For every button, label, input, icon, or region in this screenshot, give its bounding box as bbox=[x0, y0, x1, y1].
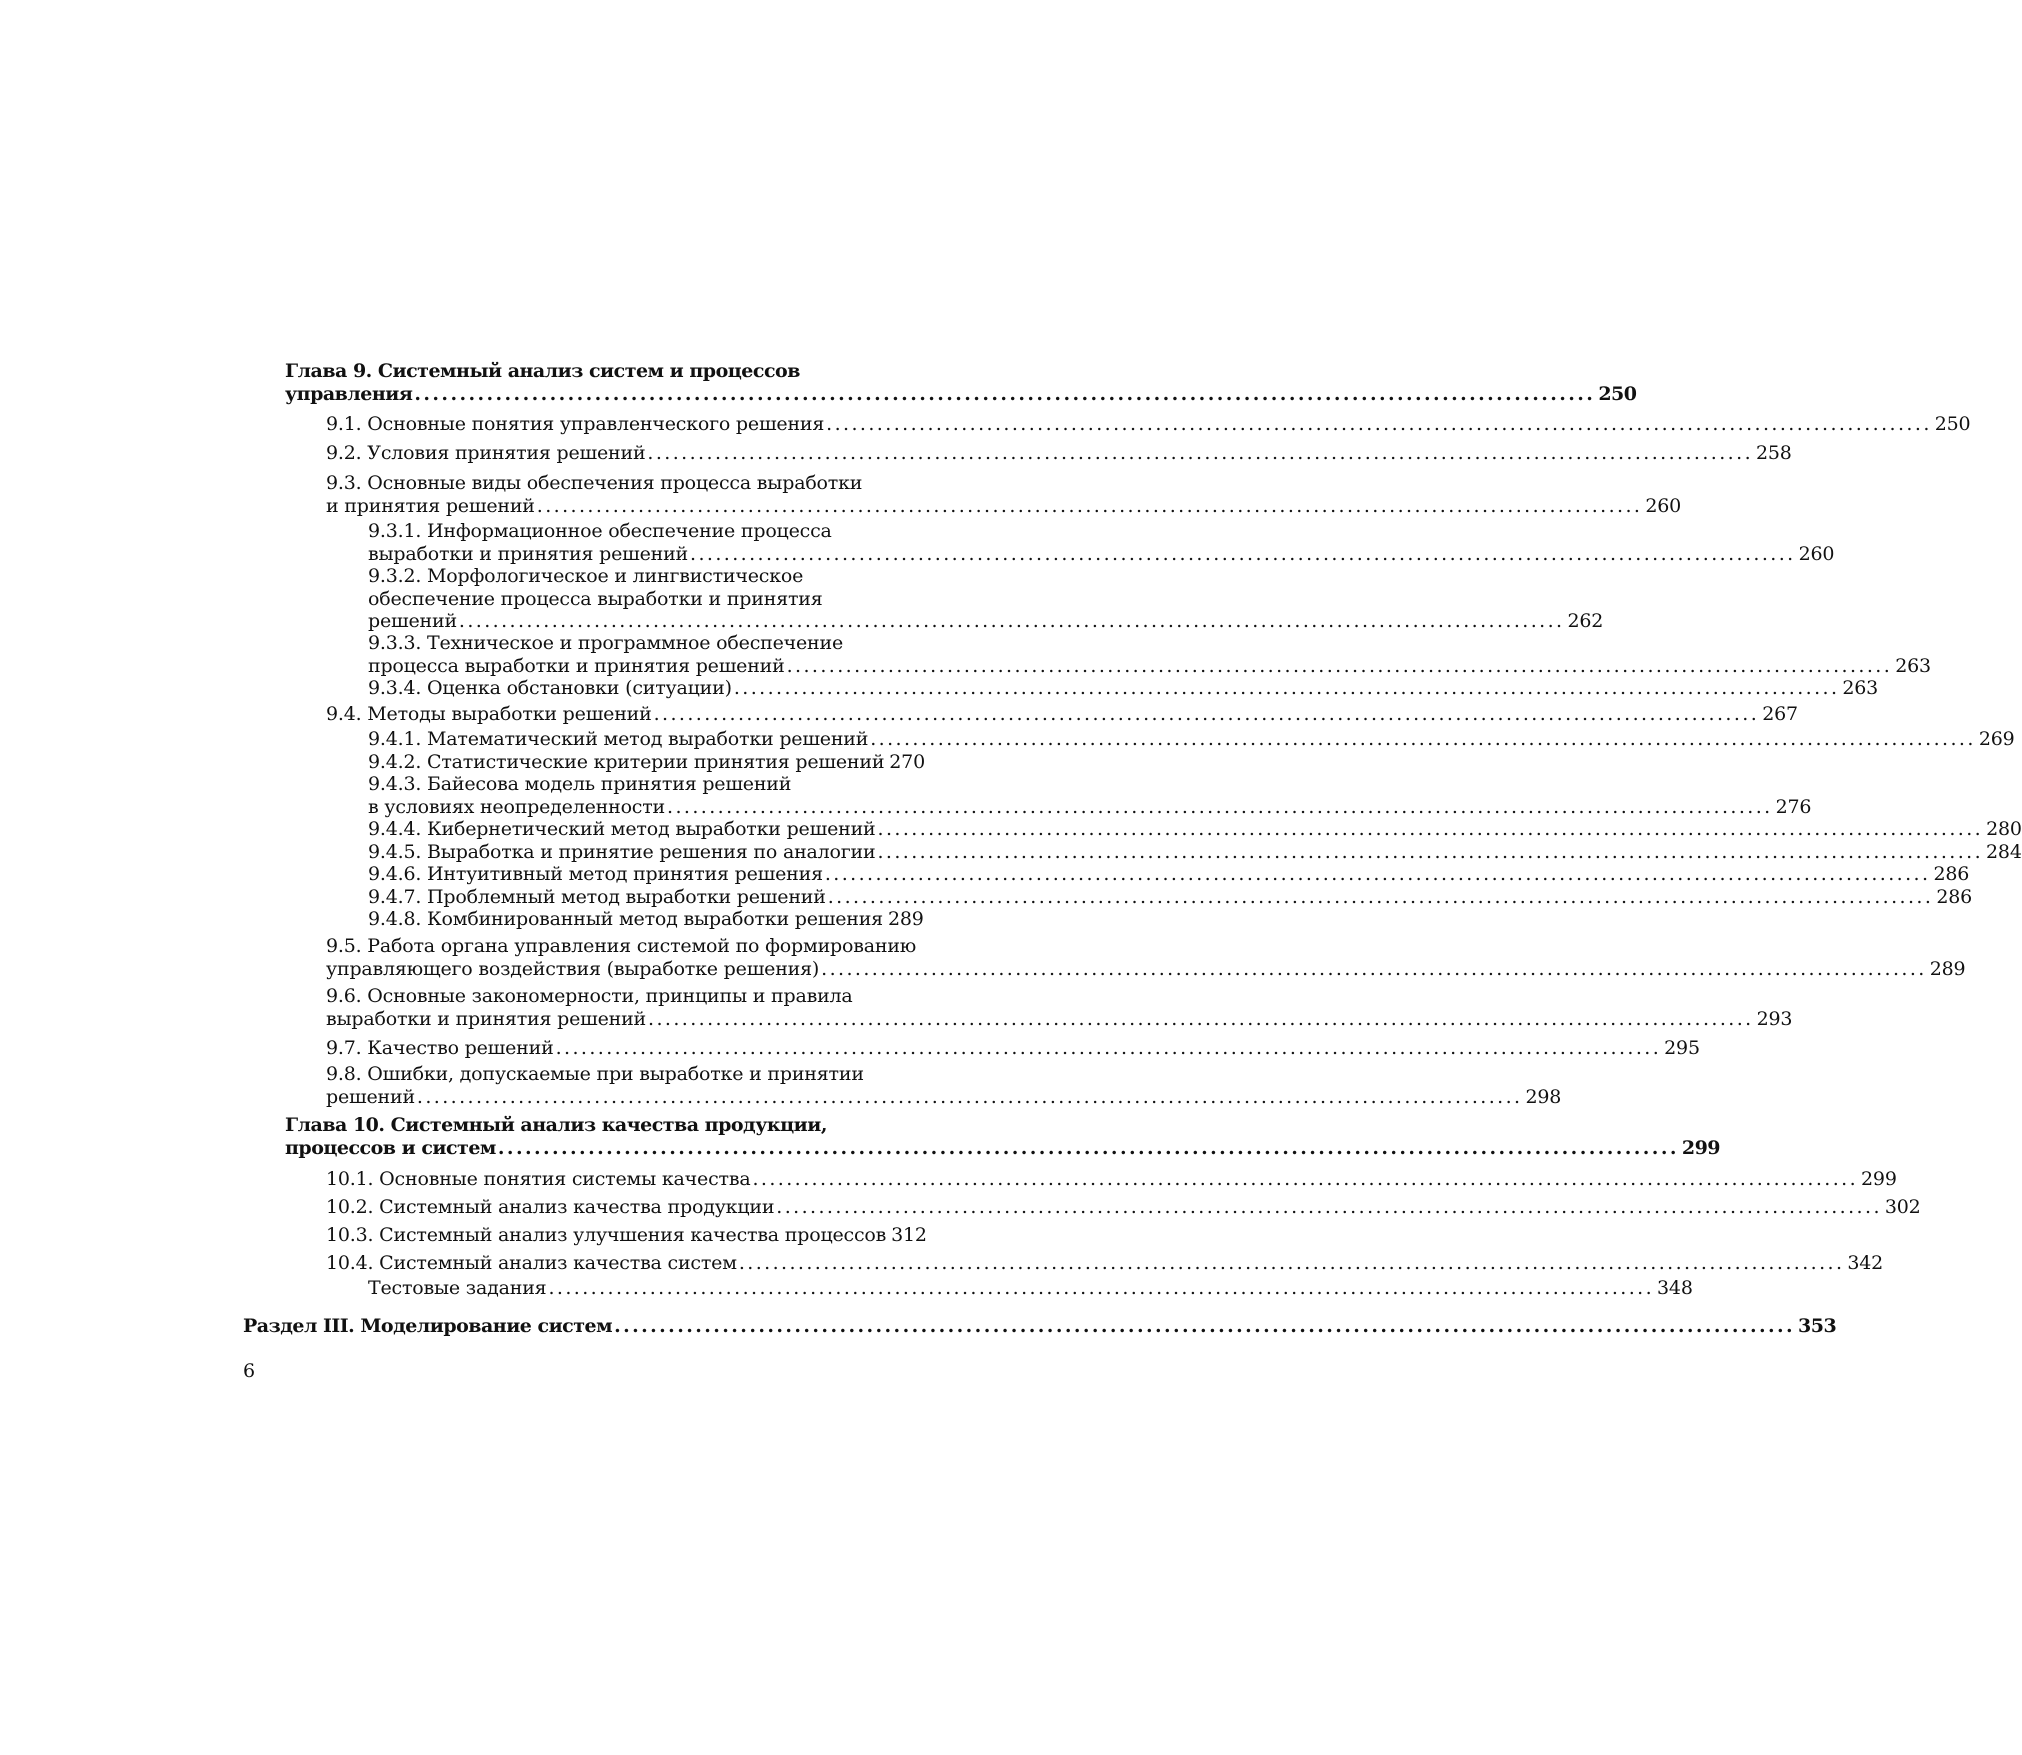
toc-entry-10-2 bbox=[326, 1196, 1921, 1219]
toc-entry-title: 9.4.2. Статистические критерии принятия решений bbox=[368, 751, 885, 773]
toc-entry-title: 9.2. Условия принятия решений bbox=[326, 442, 646, 464]
toc-entry-9-2 bbox=[326, 442, 1792, 465]
dot-leader: ................................................................................................................................... bbox=[870, 728, 1976, 750]
toc-entry-title: управляющего воздействия (выработке решения) bbox=[326, 957, 820, 980]
toc-entry-title: 9.4. Методы выработки решений bbox=[326, 703, 652, 725]
toc-entry-title: 9.3.1. Информационное обеспечение процесса bbox=[368, 520, 832, 542]
dot-leader: ................................................................................................................................... bbox=[827, 886, 1934, 908]
toc-entry-9-4-3 bbox=[368, 773, 1812, 818]
toc-page-number: 353 bbox=[1798, 1315, 1837, 1337]
toc-entry-title: Тестовые задания bbox=[368, 1277, 547, 1299]
toc-page-number: 258 bbox=[1756, 442, 1792, 464]
toc-entry-title: 9.4.8. Комбинированный метод выработки решения bbox=[368, 908, 883, 930]
toc-page-number: 284 bbox=[1986, 841, 2022, 863]
dot-leader: ................................................................................................................................... bbox=[690, 542, 1796, 565]
dot-leader: ................................................................................................................................... bbox=[877, 818, 1984, 840]
toc-entry-title: 10.3. Системный анализ улучшения качества процессов bbox=[326, 1224, 887, 1246]
toc-entry-9-8 bbox=[326, 1063, 1562, 1108]
toc-entry-title: обеспечение процесса выработки и принятия bbox=[368, 587, 823, 610]
dot-leader: ................................................................................................................................... bbox=[733, 677, 1840, 699]
toc-entry-9-7 bbox=[326, 1037, 1700, 1060]
toc-entry-9-3 bbox=[326, 472, 1682, 517]
toc-page-number: 298 bbox=[1525, 1085, 1562, 1108]
toc-entry-chapter-9 bbox=[285, 360, 1637, 405]
toc-page-number: 267 bbox=[1762, 703, 1798, 725]
toc-entry-title: 9.3.4. Оценка обстановки (ситуации) bbox=[368, 677, 732, 699]
dot-leader: ................................................................................................................................... bbox=[458, 610, 1565, 632]
toc-entry-title: 9.1. Основные понятия управленческого решения bbox=[326, 413, 825, 435]
toc-entry-9-4-1 bbox=[368, 728, 2015, 751]
toc-page-number: 270 bbox=[889, 751, 925, 773]
dot-leader: ................................................................................................................................... bbox=[738, 1252, 1845, 1274]
toc-entry-title: Глава 9. Системный анализ систем и процессов bbox=[285, 360, 800, 382]
toc-page-number: 260 bbox=[1645, 494, 1682, 517]
toc-entry-9-4-6 bbox=[368, 863, 1970, 886]
toc-page-number: 269 bbox=[1978, 728, 2015, 750]
toc-entry-part-3 bbox=[243, 1315, 1837, 1338]
page-number: 6 bbox=[243, 1360, 256, 1382]
toc-page-number: 263 bbox=[1895, 654, 1931, 677]
toc-entry-title: 9.4.4. Кибернетический метод выработки решений bbox=[368, 818, 876, 840]
toc-entry-title: 9.3.2. Морфологическое и лингвистическое bbox=[368, 565, 804, 587]
toc-page-number: 250 bbox=[1598, 382, 1637, 405]
toc-page-number: 289 bbox=[1929, 957, 1966, 980]
toc-page-number: 286 bbox=[1936, 886, 1972, 908]
dot-leader: ................................................................................................................................... bbox=[555, 1037, 1662, 1059]
toc-entry-title: 9.6. Основные закономерности, принципы и правила bbox=[326, 985, 853, 1007]
toc-page-number: 295 bbox=[1664, 1037, 1700, 1059]
toc-entry-title: и принятия решений bbox=[326, 494, 535, 517]
toc-entry-9-3-3 bbox=[368, 632, 1931, 677]
toc-entry-chapter-10 bbox=[285, 1114, 1721, 1159]
toc-entry-title: 10.1. Основные понятия системы качества bbox=[326, 1168, 751, 1190]
toc-page-number: 276 bbox=[1775, 795, 1812, 818]
toc-page-number: 262 bbox=[1567, 610, 1604, 632]
toc-entry-10-4 bbox=[326, 1252, 1884, 1275]
toc-entry-title: выработки и принятия решений bbox=[368, 542, 689, 565]
toc-entry-9-1 bbox=[326, 413, 1971, 436]
toc-page-number: 293 bbox=[1756, 1007, 1793, 1030]
toc-entry-10-3 bbox=[326, 1224, 927, 1247]
toc-entry-9-6 bbox=[326, 985, 1793, 1030]
toc-entry-title: 9.5. Работа органа управления системой по формированию bbox=[326, 935, 917, 957]
toc-page-number: 348 bbox=[1657, 1277, 1693, 1299]
toc-entry-9-3-4 bbox=[368, 677, 1879, 700]
toc-entry-9-3-2 bbox=[368, 565, 1604, 633]
toc-page-number: 299 bbox=[1861, 1168, 1897, 1190]
dot-leader: ................................................................................................................................... bbox=[826, 413, 1932, 435]
toc-page-number: 280 bbox=[1986, 818, 2022, 840]
toc-entry-9-5 bbox=[326, 935, 1966, 980]
toc-entry-title: 9.4.1. Математический метод выработки решений bbox=[368, 728, 869, 750]
toc-entry-title: решений bbox=[326, 1085, 415, 1108]
dot-leader: ................................................................................................................................... bbox=[877, 841, 1984, 863]
dot-leader: ................................................................................................................................... bbox=[614, 1315, 1796, 1337]
dot-leader: ................................................................................................................................... bbox=[536, 494, 1643, 517]
dot-leader: ................................................................................................................................... bbox=[667, 795, 1773, 818]
toc-entry-10-1 bbox=[326, 1168, 1897, 1191]
toc-entry-9-4-7 bbox=[368, 886, 1972, 909]
dot-leader: ................................................................................................................................... bbox=[776, 1196, 1882, 1218]
toc-page-number: 250 bbox=[1934, 413, 1971, 435]
toc-entry-title: решений bbox=[368, 610, 457, 632]
toc-entry-9-4 bbox=[326, 703, 1798, 726]
dot-leader: ................................................................................................................................... bbox=[648, 1007, 1754, 1030]
toc-entry-9-4-5 bbox=[368, 841, 2022, 864]
toc-entry-title: в условиях неопределенности bbox=[368, 795, 666, 818]
toc-entry-title: управления bbox=[285, 382, 413, 405]
toc-page-number: 260 bbox=[1798, 542, 1835, 565]
toc-entry-9-4-4 bbox=[368, 818, 2022, 841]
toc-entry-9-3-1 bbox=[368, 520, 1835, 565]
dot-leader: ................................................................................................................................... bbox=[647, 442, 1754, 464]
dot-leader: ................................................................................................................................... bbox=[653, 703, 1760, 725]
dot-leader: ................................................................................................................................... bbox=[821, 957, 1927, 980]
toc-page-number: 312 bbox=[891, 1224, 927, 1246]
toc-entry-9-4-2 bbox=[368, 751, 925, 774]
toc-entry-9-4-8 bbox=[368, 908, 922, 931]
toc-entry-title: процесса выработки и принятия решений bbox=[368, 654, 785, 677]
toc-entry-title: 9.4.3. Байесова модель принятия решений bbox=[368, 773, 792, 795]
dot-leader: ................................................................................................................................... bbox=[548, 1277, 1655, 1299]
dot-leader: ................................................................................................................................... bbox=[786, 654, 1893, 677]
toc-entry-title: 9.3. Основные виды обеспечения процесса выработки bbox=[326, 472, 863, 494]
toc-page-number: 289 bbox=[887, 908, 924, 930]
dot-leader: ................................................................................................................................... bbox=[497, 1136, 1679, 1159]
dot-leader: ................................................................................................................................... bbox=[414, 382, 1596, 405]
toc-entry-title: процессов и систем bbox=[285, 1136, 496, 1159]
toc-page-number: 263 bbox=[1842, 677, 1879, 699]
toc-entry-title: 10.4. Системный анализ качества систем bbox=[326, 1252, 737, 1274]
toc-entry-title: 9.4.6. Интуитивный метод принятия решения bbox=[368, 863, 823, 885]
dot-leader: ................................................................................................................................... bbox=[752, 1168, 1859, 1190]
dot-leader: ................................................................................................................................... bbox=[824, 863, 1931, 885]
toc-entry-title: выработки и принятия решений bbox=[326, 1007, 647, 1030]
dot-leader: ................................................................................................................................... bbox=[416, 1085, 1523, 1108]
toc-page-number: 302 bbox=[1884, 1196, 1921, 1218]
toc-entry-title: 9.8. Ошибки, допускаемые при выработке и принятии bbox=[326, 1063, 864, 1085]
toc-page-number: 342 bbox=[1847, 1252, 1884, 1274]
toc-entry-title: 9.4.5. Выработка и принятие решения по аналогии bbox=[368, 841, 876, 863]
toc-page-number: 286 bbox=[1933, 863, 1970, 885]
toc-entry-title: Раздел III. Моделирование систем bbox=[243, 1315, 613, 1337]
toc-entry-title: 10.2. Системный анализ качества продукции bbox=[326, 1196, 775, 1218]
toc-entry-title: Глава 10. Системный анализ качества продукции, bbox=[285, 1114, 827, 1136]
toc-entry-tests bbox=[368, 1277, 1693, 1300]
toc-entry-title: 9.4.7. Проблемный метод выработки решений bbox=[368, 886, 826, 908]
toc-entry-title: 9.7. Качество решений bbox=[326, 1037, 554, 1059]
toc-entry-title: 9.3.3. Техническое и программное обеспечение bbox=[368, 632, 844, 654]
toc-page-number: 299 bbox=[1681, 1136, 1721, 1159]
